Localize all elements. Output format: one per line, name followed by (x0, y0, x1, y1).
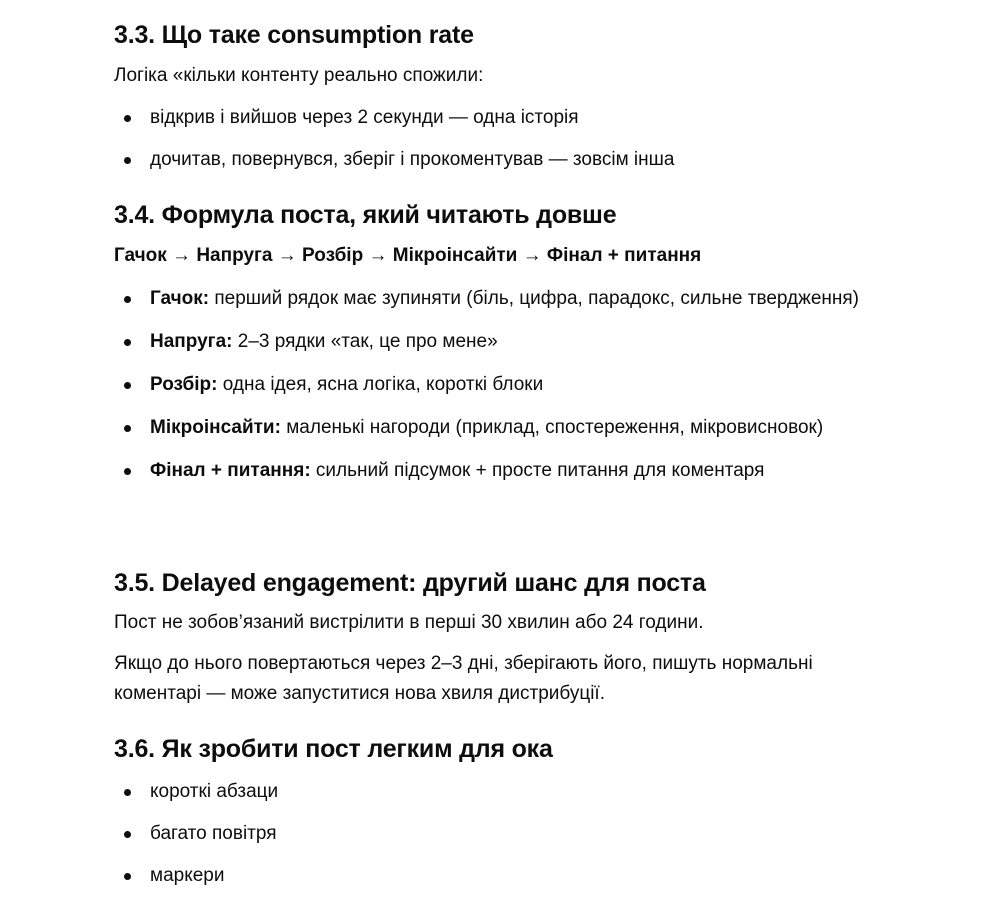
bullet-list-3-4 (114, 284, 874, 499)
bullet-icon (124, 873, 131, 880)
bullet-icon (124, 382, 131, 389)
list-item-term: Фінал + питання: (150, 460, 311, 481)
section-heading-3-4: 3.4. Формула поста, який читають довше (114, 201, 617, 229)
section-heading-3-3: 3.3. Що таке consumption rate (114, 21, 474, 49)
list-item-text: маленькі нагороди (приклад, спостереження, мікровисновок) (280, 417, 824, 438)
list-item-term: Розбір: (150, 374, 218, 395)
list-item-text: одна ідея, ясна логіка, короткі блоки (217, 374, 544, 395)
section-heading-3-6: 3.6. Як зробити пост легким для ока (114, 735, 553, 763)
list-item-text: відкрив і вийшов через 2 секунди — одна історія (150, 107, 579, 128)
list-item-text: дочитав, повернувся, зберіг і прокоментував — зовсім інша (150, 149, 675, 170)
list-item-text: сильний підсумок + просте питання для коментаря (310, 460, 765, 481)
bullet-icon (124, 339, 131, 346)
bullet-icon (124, 789, 131, 796)
bullet-icon (124, 468, 131, 475)
list-item (114, 284, 874, 314)
bullet-icon (124, 425, 131, 432)
list-item (114, 456, 874, 486)
list-item-text: 2–3 рядки «так, це про мене» (232, 331, 498, 352)
bullet-icon (124, 831, 131, 838)
bullet-icon (124, 296, 131, 303)
list-item (114, 103, 874, 133)
list-item (114, 777, 874, 807)
bullet-list-3-3 (114, 103, 874, 187)
post-formula: Гачок → Напруга → Розбір → Мікроінсайти → Фінал + питання (114, 245, 702, 266)
list-item (114, 413, 874, 443)
list-item-text: маркери (150, 865, 225, 886)
list-item (114, 327, 874, 357)
list-item-text: короткі абзаци (150, 781, 279, 802)
list-item (114, 145, 874, 175)
list-item-text: багато повітря (150, 823, 277, 844)
paragraph: Якщо до нього повертаються через 2–3 дні, зберігають його, пишуть нормальні коментарі — може запуститися нова хвиля дистрибуції. (114, 653, 813, 704)
list-item-term: Мікроінсайти: (150, 417, 281, 438)
bullet-icon (124, 157, 131, 164)
list-item-term: Гачок: (150, 288, 210, 309)
list-item-term: Напруга: (150, 331, 233, 352)
bullet-icon (124, 115, 131, 122)
list-item-text: перший рядок має зупиняти (біль, цифра, парадокс, сильне твердження) (209, 288, 860, 309)
section-intro-3-3: Логіка «кільки контенту реально спожили: (114, 65, 484, 86)
section-heading-3-5: 3.5. Delayed engagement: другий шанс для поста (114, 569, 706, 597)
paragraph: Пост не зобов’язаний вистрілити в перші 30 хвилин або 24 години. (114, 612, 704, 633)
list-item (114, 370, 874, 400)
bullet-list-3-6 (114, 777, 874, 903)
list-item (114, 819, 874, 849)
list-item (114, 861, 874, 891)
